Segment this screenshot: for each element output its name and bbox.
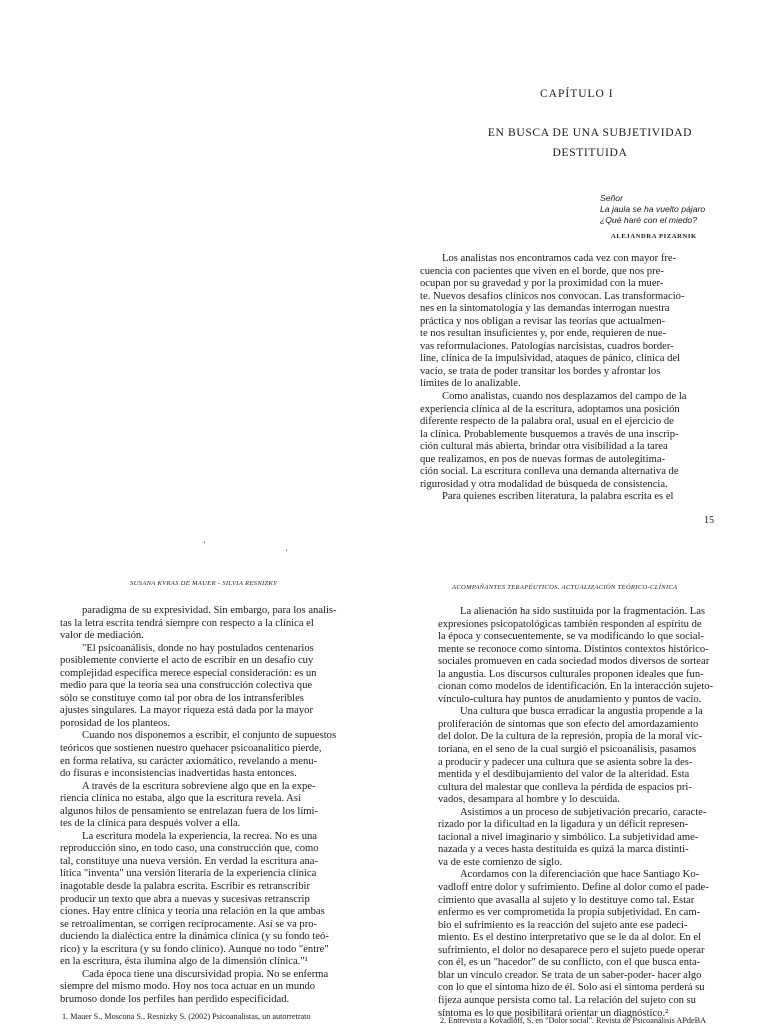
chapter-label: CAPÍTULO I [540,88,614,100]
text-line: Como analistas, cuando nos desplazamos del campo de la [442,391,687,403]
text-line: Asistimos a un proceso de subjetivación precario, caracte- [460,806,707,818]
text-line: paradigma de su expresividad. Sin embargo, para los analis- [82,605,337,616]
text-line: límites de lo analizable. [420,378,521,390]
text-line: blar un vínculo creador. Se trata de un saber-poder- hacer algo [438,969,702,981]
text-line: la clínica. Probablemente busquemos a través de una inscrip- [420,428,679,440]
text-line: del dolor. De la cultura de la represión, propia de la moral vic- [438,731,703,743]
text-line: fijeza aunque persista como tal. La relación del sujeto con su [438,994,696,1006]
text-line: en forma relativa, su carácter axiomático, revelando a menu- [60,755,318,767]
text-line: que realizamos, en pos de nuevas formas de autolegitima- [420,453,666,465]
text-line: siempre del mismo modo. Hoy nos toca actuar en un mundo [60,981,316,993]
top-page-body [420,253,715,504]
text-line: rigurosidad y otra modalidad de búsqueda de consistencia. [420,478,668,490]
epigraph-line: Señor [600,193,623,203]
text-line: enfermo es ver comprometida la propia subjetividad. En cam- [438,907,701,919]
epigraph-line: La jaula se ha vuelto pájaro [600,204,706,214]
text-line: valor de mediación. [60,630,144,642]
text-line: ajustes singulares. La mayor riqueza está dada por la mayor [60,705,313,717]
left-footnote: 1. Mauer S., Moscona S., Resnizky S. (2002) Psicoanalistas, un autorretrato [62,1012,311,1021]
text-line: expresiones psicopatológicas también responden al espíritu de [438,618,702,630]
left-page-body [60,605,352,1007]
text-line: Cada época tiene una discursividad propia. No se enferma [82,968,329,980]
text-line: "El psicoanálisis, donde no hay postulados centenarios [82,642,314,654]
text-line: va de este comienzo de siglo. [438,856,563,868]
text-line: mente se reconoce como síntoma. Distintos contextos histórico- [438,643,709,655]
text-line: Cuando nos disponemos a escribir, el conjunto de supuestos [82,730,337,742]
text-line: la angustia. Los discursos culturales proponen ideales que fun- [438,668,704,680]
text-line: reproducción sino, en todo caso, una construcción que, como [60,843,319,855]
text-line: lítica "inventa" una versión literaria de la experiencia clínica [60,868,317,880]
text-line: síntoma es lo que posibilitará orientar un diagnóstico.² [438,1007,669,1019]
chapter-title-line-2: DESTITUIDA [552,146,628,159]
text-line: vínculo-cultura hay puntos de anudamiento y puntos de vacío. [438,693,702,705]
running-head-left: SUSANA KVRAS DE MAUER - SILVIA RESNIZKY [130,580,278,587]
text-line: sociales promueven en cada sociedad modos diversos de sortear [438,656,710,668]
text-line: nes en la sintomatología y las demandas interrogan nuestra [420,303,670,315]
text-line: cimiento que avasalla al sujeto y lo destituye como tal. Estar [438,894,695,906]
text-line: La escritura modela la experiencia, la recrea. No es una [82,830,317,842]
text-line: mentida y el desdibujamiento del valor de la alteridad. Esta [438,769,690,781]
text-line: Una cultura que busca erradicar la angustia propende a la [460,706,703,718]
running-head-right: ACOMPAÑANTES TERAPÉUTICOS. ACTUALIZACIÓN TEÓRICO-CLÍNICA [452,584,678,591]
text-line: la época y consecuentemente, se va modificando lo que social- [438,631,704,643]
text-line: Los analistas nos encontramos cada vez con mayor fre- [442,253,677,264]
text-line: complejidad específica merece especial consideración: es un [60,667,317,679]
text-line: producir un texto que abra a nuevas y sucesivas retranscrip [60,893,310,905]
text-line: line, clínica de la impulsividad, ataques de pánico, clínica del [420,353,681,365]
text-line: algunos hilos de pensamiento se entrelazan fuera de los lími- [60,805,318,817]
text-line: tas la letra escrita tendrá siempre con respecto a la clínica el [60,617,314,629]
text-line: riencia clínica no estaba, algo que la escritura revela. Así [60,793,301,805]
stray-mark: ' [204,540,206,549]
text-line: a producir y padecer una cultura que se asienta sobre la des- [438,756,693,768]
text-line: Acordamos con la diferenciación que hace Santiago Ko- [460,869,700,881]
text-line: experiencia clínica al de la escritura, adoptamos una posición [420,403,680,415]
text-line: tes de la clínica para después volver a ella. [60,818,241,830]
text-line: se retroalimentan, se corrigen recíprocamente. Así se va pro- [60,918,318,930]
text-line: en la escritura, ésta ilumina algo de la dimensión clínica."¹ [60,956,308,968]
stray-mark: ' [286,548,288,557]
text-line: nazada y a veces hasta destituida es quizá la marca distinti- [438,844,689,856]
text-line: ciones. Hay entre clínica y teoría una relación en la que ambas [60,906,325,918]
text-line: posiblemente convierte el acto de escribir en un desafío cuy [60,655,314,667]
text-line: vas reformulaciones. Patologías narcisistas, cuadros border- [420,340,674,352]
right-page-body [438,606,720,1020]
text-line: te. Nuevos desafíos clínicos nos convocan. Las transformacio- [420,290,685,302]
chapter-title-line-1: EN BUSCA DE UNA SUBJETIVIDAD [487,126,693,139]
text-line: miento. Es el destino interpretativo que se le da al dolor. En el [438,932,702,944]
text-line: rizado por la dificultad en la ligadura y un déficit represen- [438,819,689,831]
text-line: A través de la escritura sobreviene algo que en la expe- [82,780,316,792]
text-line: práctica y nos obligan a revisar las teorías que actualmen- [420,315,666,327]
text-line: vadloff entre dolor y sufrimiento. Define al dolor como el pade- [438,882,709,894]
text-line: te nos resultan insuficientes y, por ende, requieren de nue- [420,328,667,340]
text-line: medio para que la teoría sea una construcción colectiva que [60,680,313,692]
text-line: ción cultural más abierta, brindar otra visibilidad a la tarea [420,441,668,453]
text-line: cultura del malestar que conlleva la pérdida de espacios pri- [438,781,692,793]
text-line: tal, constituye una nueva versión. En verdad la escritura ana- [60,855,318,867]
text-line: sufrimiento, el dolor no desaparece pero el sujeto puede operar [438,944,705,956]
text-line: rico) y la escritura (y su fondo clínico). Aunque no todo "entre" [60,943,329,955]
text-line: porosidad de los planteos. [60,717,171,729]
text-line: cuencia con pacientes que viven en el borde, que nos pre- [420,265,664,277]
epigraph-author: ALEJANDRA PIZARNIK [611,233,697,240]
text-line: vacío, se trata de poder transitar los bordes y afrontar los [420,365,661,377]
text-line: teóricos que sostienen nuestro quehacer psicoanalítico pierde, [60,743,322,755]
text-line: duciendo la dialéctica entre la dinámica clínica (y su fondo teó- [60,931,329,943]
right-footnote: 2. Entrevista a Kovadloff, S. en "Dolor social". Revista de Psicoanálisis APdeBA [440,1016,706,1025]
text-line: bio el sufrimiento es la reacción del sujeto ante ese padeci- [438,919,688,931]
text-line: cionan como modelos de identificación. En la interacción sujeto- [438,681,714,693]
text-line: vados, desampara al hombre y lo descuida. [438,794,620,806]
epigraph-line: ¿Qué haré con el miedo? [600,215,697,225]
text-line: ocupan por su gravedad y por la proximidad con la muer- [420,278,664,290]
text-line: tacional a nivel imaginario y simbólico. La subjetividad ame- [438,831,699,843]
text-line: diferente respecto de la palabra oral, usual en el ejercicio de [420,416,674,428]
text-line: inagotable desde la palabra escrita. Escribir es retranscribir [60,881,311,893]
text-line: ción social. La escritura conlleva una demanda alternativa de [420,466,679,478]
text-line: La alienación ha sido sustituida por la fragmentación. Las [460,606,706,617]
text-line: Para quienes escriben literatura, la palabra escrita es el [442,491,674,503]
text-line: sólo se constituye como tal por obra de los intransferibles [60,692,304,704]
text-line: proliferación de síntomas que son efecto del amordazamiento [438,718,699,730]
text-line: con lo que el síntoma hizo de él. Solo así el síntoma perderá su [438,982,705,994]
text-line: con él, es un "hacedor" de su conflicto, con el que busca enta- [438,957,701,969]
epigraph [600,193,705,226]
text-line: brumoso donde los perfiles han perdido especificidad. [60,993,290,1005]
page-number: 15 [704,515,714,526]
text-line: toriana, en el seno de la cual surgió el psicoanálisis, pasamos [438,744,697,756]
text-line: do fisuras e inconsistencias inadvertidas hasta entonces. [60,768,297,780]
